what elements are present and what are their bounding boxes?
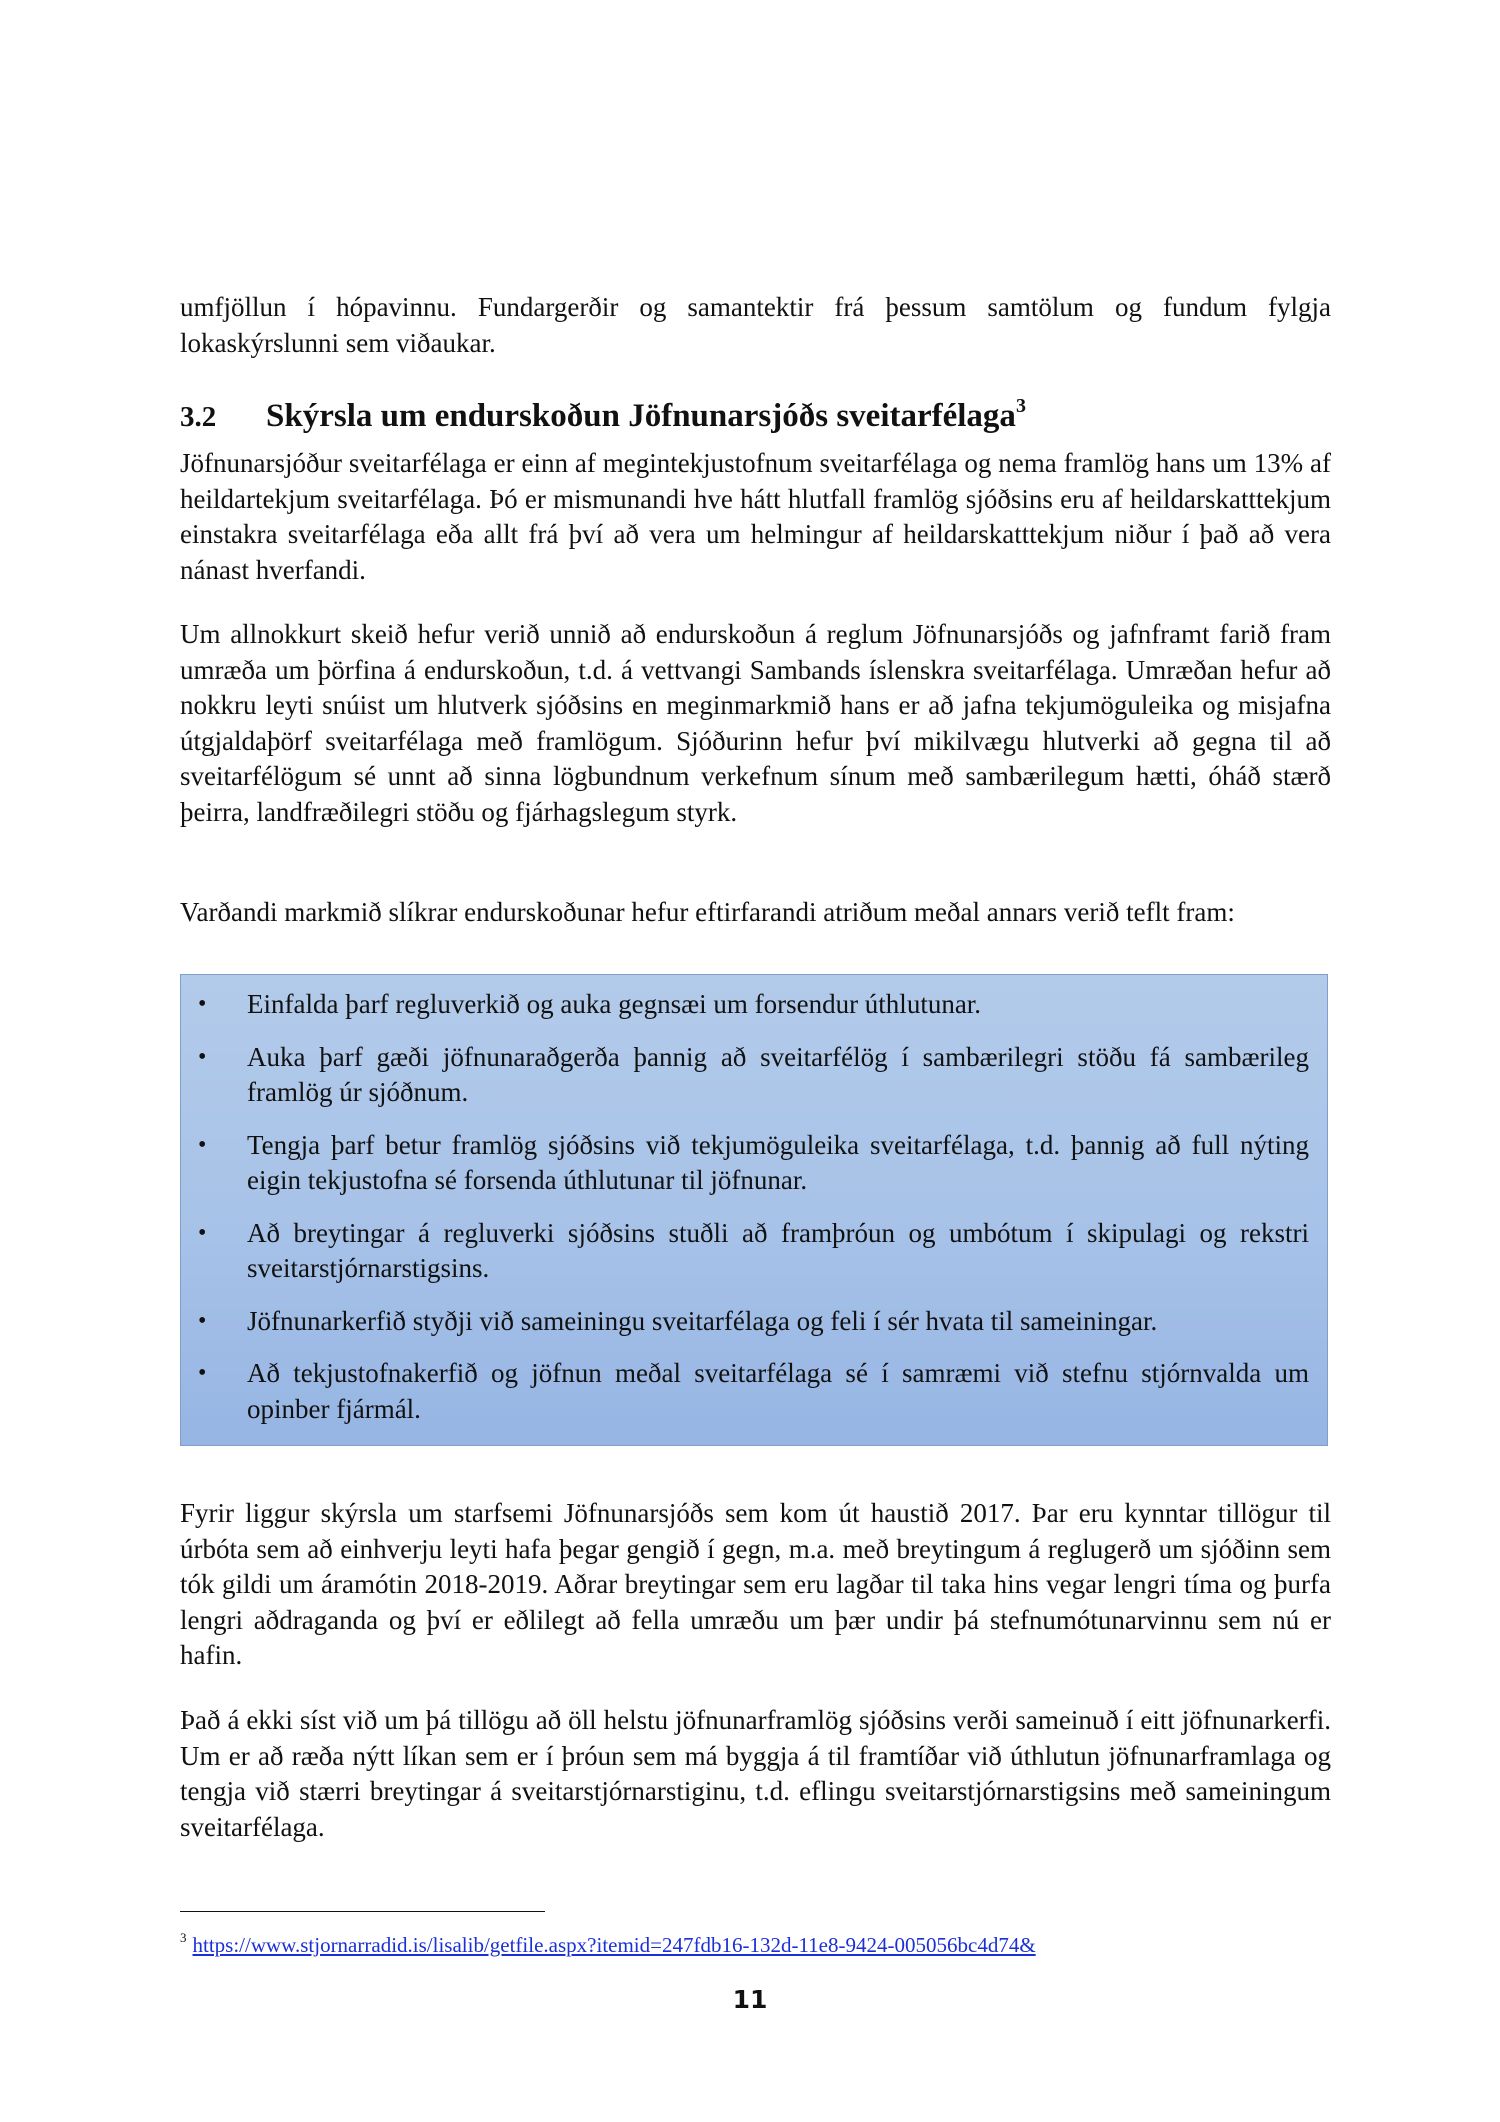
bullet-icon: •: [198, 1307, 207, 1334]
footnote-link[interactable]: https://www.stjornarradid.is/lisalib/getfile.aspx?itemid=247fdb16-132d-11e8-9424-005056bc4d74&: [192, 1933, 1036, 1957]
goal-item: [181, 1304, 1327, 1340]
goal-item: [181, 1040, 1327, 1111]
section-title: Skýrsla um endurskoðun Jöfnunarsjóðs sveitarfélaga: [266, 398, 1016, 434]
goal-item: [181, 1356, 1327, 1427]
page-number: 11: [732, 1985, 768, 2014]
paragraph-intro-continuation: umfjöllun í hópavinnu. Fundargerðir og samantektir frá þessum samtölum og fundum fylgja lokaskýrslunni sem viðaukar.: [180, 292, 1331, 358]
paragraph-review-history: Um allnokkurt skeið hefur verið unnið að endurskoðun á reglum Jöfnunarsjóðs og jafnframt farið fram umræða um þörfina á endurskoðun, t.d. á vettvangi Sambands íslenskra sveitarfélaga. Umræðan hefur að nokkru leyti snúist um hlutverk sjóðsins en meginmarkmið hans er að jafna tekjumöguleika og misjafna útgjaldaþörf sveitarfélaga með framlögum. Sjóðurinn hefur því mikilvægu hlutverki að gegna til að sveitarfélögum sé unnt að sinna lögbundnum verkefnum sínum með sambærilegum hætti, óháð stærð þeirra, landfræðilegri stöðu og fjárhagslegum styrk.: [180, 619, 1331, 827]
bullet-icon: •: [198, 991, 207, 1017]
footnote-marker: 3: [180, 1930, 187, 1945]
goal-text: Einfalda þarf regluverkið og auka gegnsæi um forsendur úthlutunar.: [247, 989, 982, 1019]
paragraph-goals-intro: Varðandi markmið slíkrar endurskoðunar hefur eftirfarandi atriðum meðal annars verið teflt fram:: [180, 897, 1235, 927]
section-heading: [180, 393, 1331, 439]
goal-item: [181, 1128, 1327, 1199]
goal-text: Jöfnunarkerfið styðji við sameiningu sveitarfélaga og feli í sér hvata til sameiningar.: [247, 1305, 1158, 1336]
footnote-reference[interactable]: 3: [1015, 395, 1026, 417]
bullet-icon: •: [198, 1360, 207, 1386]
footnote: [180, 1926, 1036, 1959]
goal-item: [181, 987, 1327, 1023]
goal-text: Að breytingar á regluverki sjóðsins stuðli að framþróun og umbótum í skipulagi og rekstri sveitarstjórnarstigsins.: [247, 1217, 1309, 1283]
goal-text: Tengja þarf betur framlög sjóðsins við tekjumöguleika sveitarfélaga, t.d. þannig að full nýting eigin tekjustofna sé forsenda úthlutunar til jöfnunar.: [247, 1129, 1309, 1195]
paragraph-report-2017: Fyrir liggur skýrsla um starfsemi Jöfnunarsjóðs sem kom út haustið 2017. Þar eru kynntar tillögur til úrbóta sem að einhverju leyti hafa þegar gengið í gegn, m.a. með breytingum á reglugerð um sjóðinn sem tók gildi um áramótin 2018-2019. Aðrar breytingar sem eru lagðar til taka hins vegar lengri tíma og þurfa lengri aðdraganda og því er eðlilegt að fella umræðu um þær undir þá stefnumótunarvinnu sem nú er hafin.: [180, 1498, 1331, 1670]
bullet-icon: •: [198, 1043, 207, 1070]
goals-list: [181, 987, 1327, 1444]
bullet-icon: •: [198, 1131, 207, 1158]
goals-callout-box: [180, 974, 1328, 1446]
goal-text: Auka þarf gæði jöfnunaraðgerða þannig að sveitarfélög í sambærilegri stöðu fá sambærileg framlög úr sjóðnum.: [247, 1041, 1309, 1107]
paragraph-proposal: Það á ekki síst við um þá tillögu að öll helstu jöfnunarframlög sjóðsins verði sameinuð í eitt jöfnunarkerfi. Um er að ræða nýtt líkan sem er í þróun sem má byggja á til framtíðar við úthlutun jöfnunarframlaga og tengja við stærri breytingar á sveitarstjórnarstiginu, t.d. eflingu sveitarstjórnarstigsins með sameiningum sveitarfélaga.: [180, 1705, 1331, 1842]
paragraph-fund-overview: Jöfnunarsjóður sveitarfélaga er einn af megintekjustofnum sveitarfélaga og nema framlög hans um 13% af heildartekjum sveitarfélaga. Þó er mismunandi hve hátt hlutfall framlög sjóðsins eru af heildarskatttekjum einstakra sveitarfélaga eða allt frá því að vera um helmingur af heildarskatttekjum niður í það að vera nánast hverfandi.: [180, 448, 1331, 585]
goal-text: Að tekjustofnakerfið og jöfnun meðal sveitarfélaga sé í samræmi við stefnu stjórnvalda um opinber fjármál.: [247, 1358, 1309, 1424]
section-number: 3.2: [180, 401, 217, 433]
bullet-icon: •: [198, 1219, 207, 1246]
goal-item: [181, 1216, 1327, 1287]
footnote-divider: [180, 1911, 545, 1912]
